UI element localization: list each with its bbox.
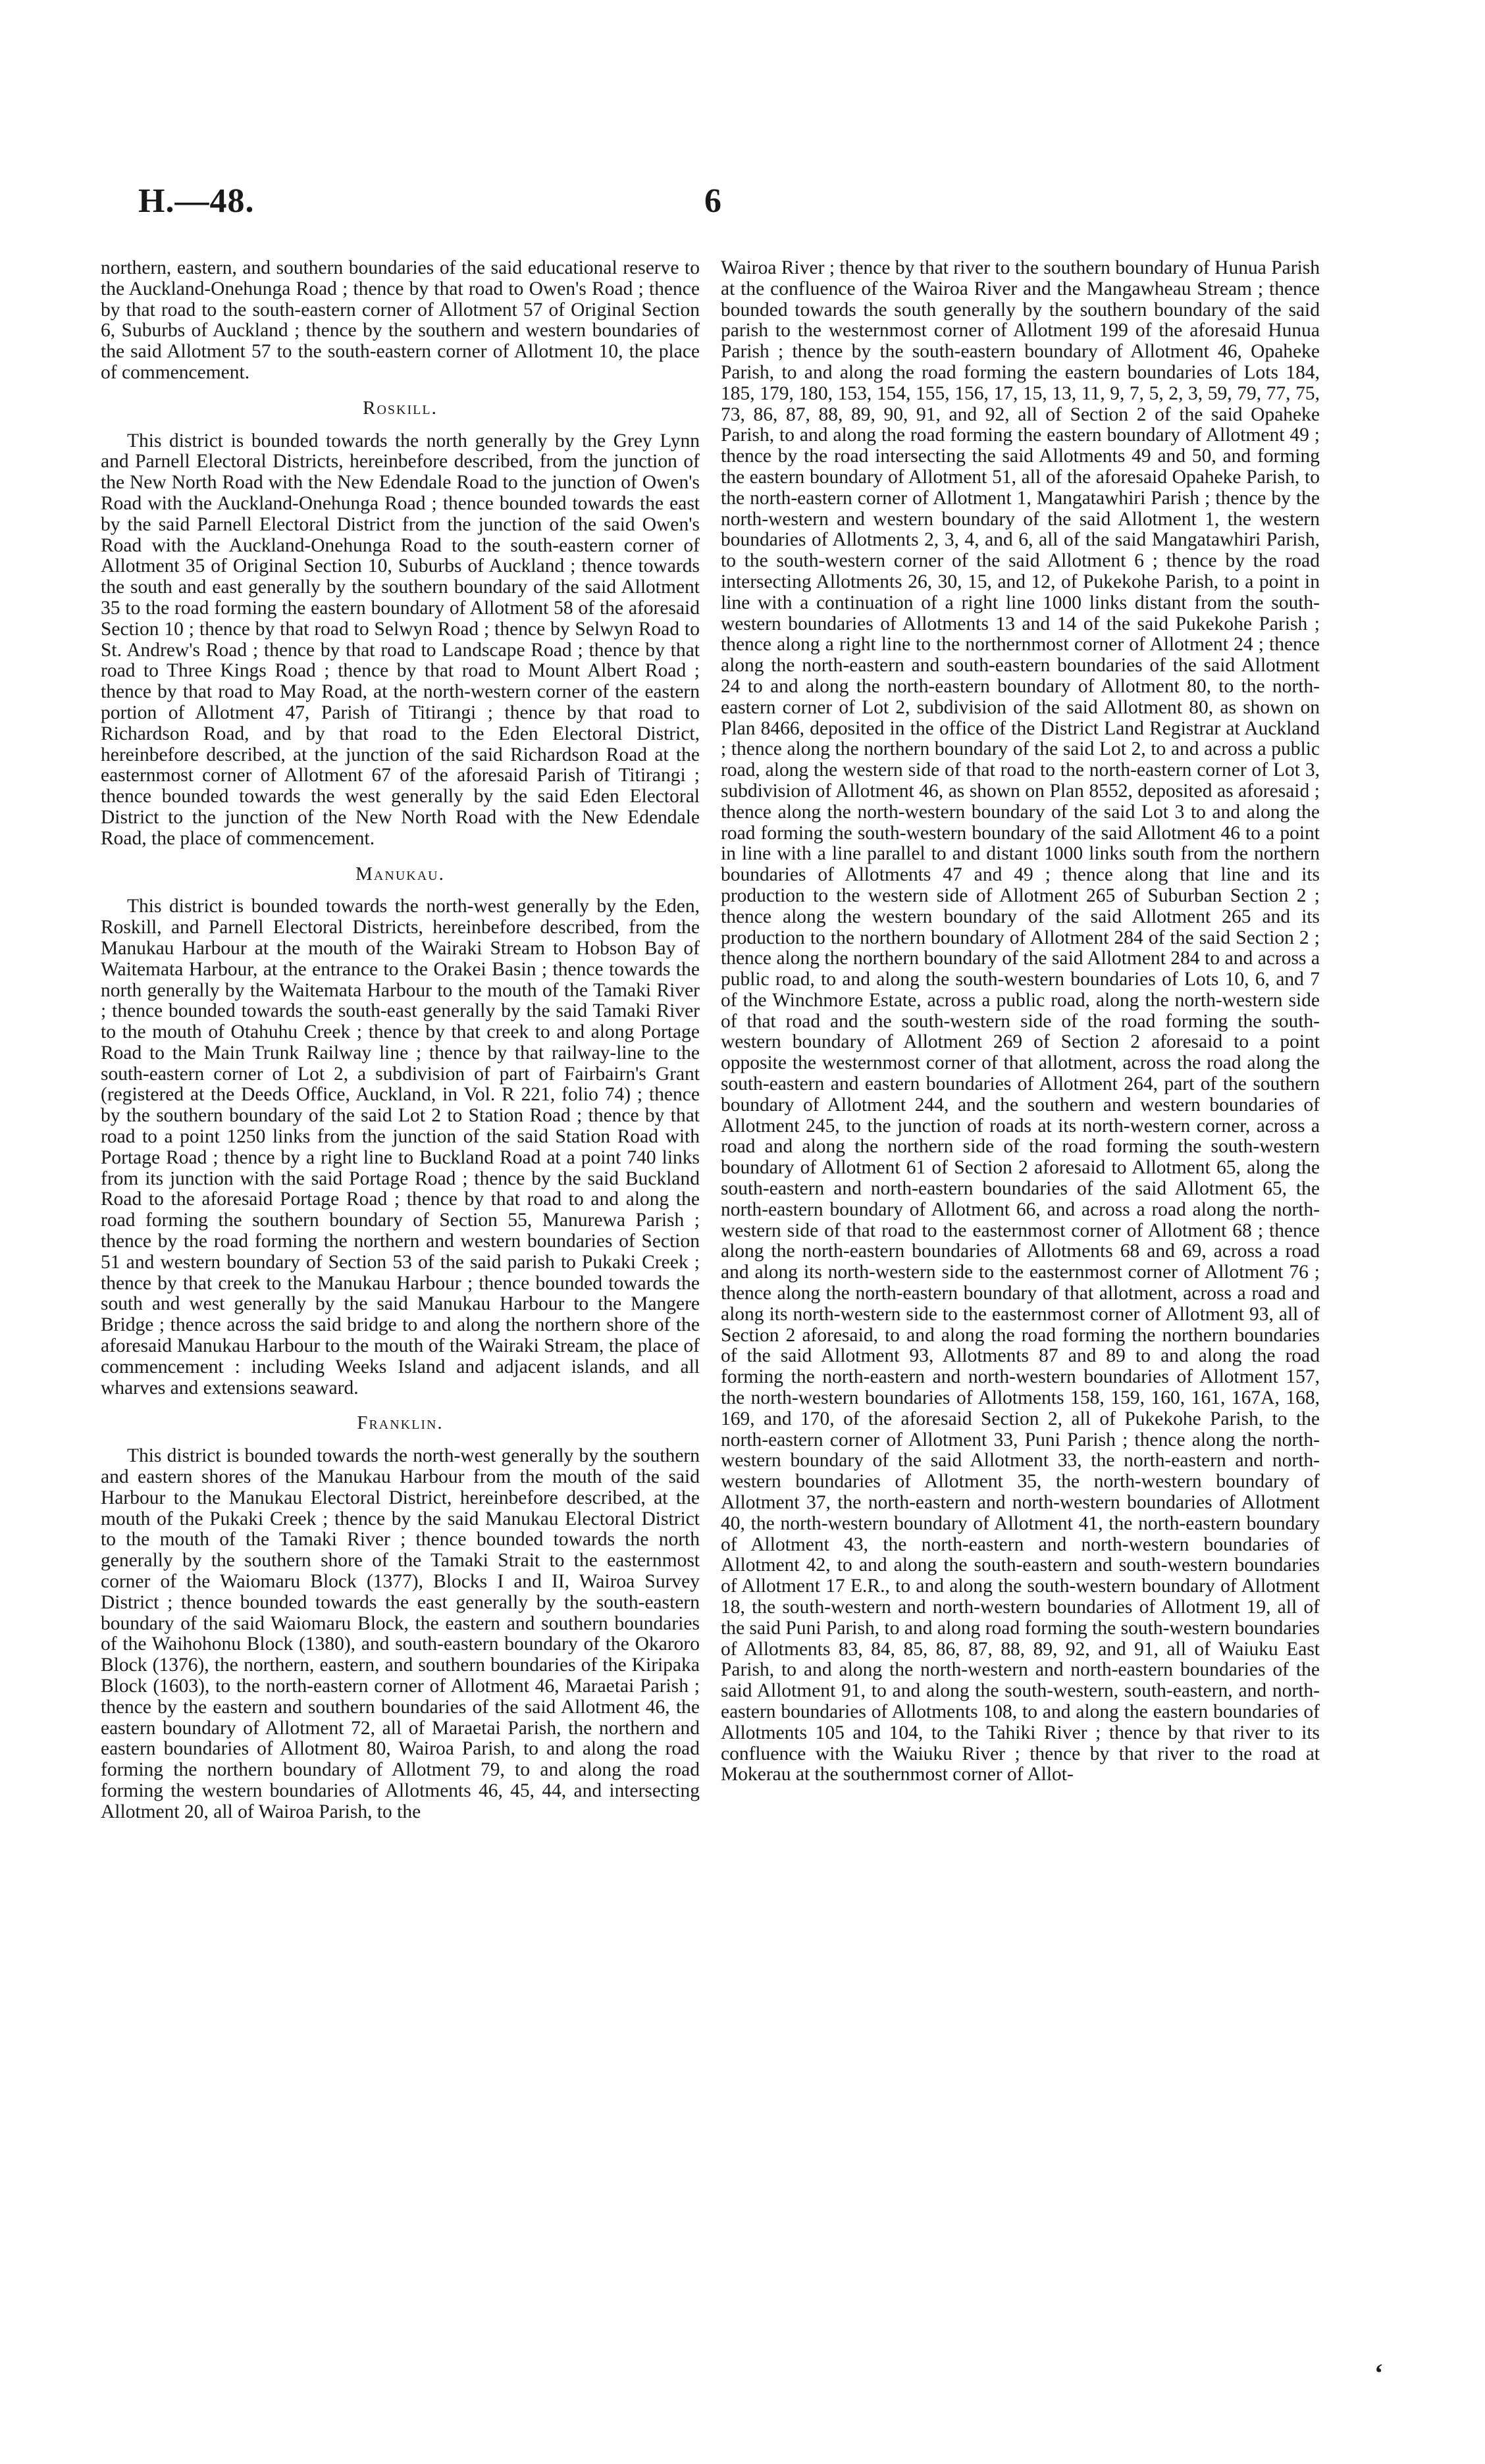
document-reference: H.—48. — [138, 182, 255, 220]
section-heading-roskill: Roskill. — [363, 397, 438, 419]
roskill-paragraph: This district is bounded towards the north generally by the Grey Lynn and Parnell Electoral Districts, hereinbefore described, from the junction of the New North Road with the New Edendale Road to the junction of Owen's Road with the Auckland-Onehunga Road ; thence bounded towards the east by the said Parnell Electoral District from the junction of the said Owen's Road with the Auckland-Onehunga Road to the south-eastern corner of Allotment 35 of Original Section 10, Suburbs of Auckland ; thence towards the south and east generally by the southern boundary of the said Allotment 35 to the road forming the eastern boundary of Allotment 58 of the aforesaid Section 10 ; thence by that road to Selwyn Road ; thence by Selwyn Road to St. Andrew's Road ; thence by that road to Landscape Road ; thence by that road to Three Kings Road ; thence by that road to Mount Albert Road ; thence by that road to May Road, at the north-western corner of the eastern portion of Allotment 47, Parish of Titirangi ; thence by that road to Richardson Road, and by that road to the Eden Electoral District, hereinbefore described, at the junction of the said Richardson Road at the easternmost corner of Allotment 67 of the aforesaid Parish of Titirangi ; thence bounded towards the west generally by the said Eden Electoral District to the junction of the New North Road with the New Edendale Road, the place of commencement. — [101, 430, 700, 849]
page-number: 6 — [704, 182, 721, 220]
continued-paragraph: northern, eastern, and southern boundaries of the said educational reserve to the Auckland-Onehunga Road ; thence by that road to Owen's Road ; thence by that road to the south-eastern corner of Allotment 57 of Original Section 6, Suburbs of Auckland ; thence by the southern and western boundaries of the said Allotment 57 to the south-eastern corner of Allotment 10, the place of commencement. — [101, 257, 700, 383]
franklin-paragraph: This district is bounded towards the north-west generally by the southern and eastern shores of the Manukau Harbour from the mouth of the said Harbour to the Manukau Electoral District, hereinbefore described, at the mouth of the Pukaki Creek ; thence by the said Manukau Electoral District to the mouth of the Tamaki River ; thence bounded towards the north generally by the southern shore of the Tamaki Strait to the easternmost corner of the Waiomaru Block (1377), Blocks I and II, Wairoa Survey District ; thence bounded towards the east generally by the south-eastern boundary of the said Waiomaru Block, the eastern and southern boundaries of the Waihohonu Block (1380), and south-eastern boundary of the Okaroro Block (1376), the northern, eastern, and southern boundaries of the Kiripaka Block (1603), to the north-eastern corner of Allotment 46, Maraetai Parish ; thence by the eastern and southern boundaries of the said Allotment 46, the eastern boundary of Allotment 72, all of Maraetai Parish, the northern and eastern boundaries of Allotment 80, Wairoa Parish, to and along the road forming the northern boundary of Allotment 79, to and along the road forming the western boundaries of Allotments 46, 45, 44, and intersecting Allotment 20, all of Wairoa Parish, to the — [101, 1445, 700, 1822]
franklin-continued-paragraph: Wairoa River ; thence by that river to the southern boundary of Hunua Parish at the confluence of the Wairoa River and the Mangawheau Stream ; thence bounded towards the south generally by the southern boundary of the said parish to the westernmost corner of Allotment 199 of the aforesaid Hunua Parish ; thence by the south-eastern boundary of Allotment 46, Opaheke Parish, to and along the road forming the eastern boundaries of Lots 184, 185, 179, 180, 153, 154, 155, 156, 17, 15, 13, 11, 9, 7, 5, 2, 3, 59, 79, 77, 75, 73, 86, 87, 88, 89, 90, 91, and 92, all of Section 2 of the said Opaheke Parish, to and along the road forming the eastern boundary of Allotment 49 ; thence by the road intersecting the said Allotments 49 and 50, and forming the eastern boundary of Allotment 51, all of the aforesaid Opaheke Parish, to the north-eastern corner of Allotment 1, Mangatawhiri Parish ; thence by the north-western and western boundary of the said Allotment 1, the western boundaries of Allotments 2, 3, 4, and 6, all of the said Mangatawhiri Parish, to the south-western corner of the said Allotment 6 ; thence by the road intersecting Allotments 26, 30, 15, and 12, of Pukekohe Parish, to a point in line with a continuation of a right line 1000 links distant from the south-western boundaries of Allotments 13 and 14 of the said Pukekohe Parish ; thence along a right line to the northernmost corner of Allotment 24 ; thence along the north-eastern and south-eastern boundaries of the said Allotment 24 to and along the north-eastern boundary of Allotment 80, to the north-eastern corner of Lot 2, subdivision of the said Allotment 80, as shown on Plan 8466, deposited in the office of the District Land Registrar at Auckland ; thence along the northern boundary of the said Lot 2, to and across a public road, along the western side of that road to the north-eastern corner of Lot 3, subdivision of Allotment 46, as shown on Plan 8552, deposited as aforesaid ; thence along the north-western boundary of the said Lot 3 to and along the road forming the south-western boundary of the said Allotment 46 to a point in line with a line parallel to and distant 1000 links south from the northern boundaries of Allotments 47 and 49 ; thence along that line and its production to the western side of Allotment 265 of Suburban Section 2 ; thence along the western boundary of the said Allotment 265 and its production to the northern boundary of Allotment 284 of the said Section 2 ; thence along the northern boundary of the said Allotment 284 to and across a public road, to and along the south-western boundaries of Lots 10, 6, and 7 of the Winchmore Estate, across a public road, along the north-western side of that road and the south-western side of the road forming the south-western boundary of Allotment 269 of Section 2 aforesaid to a point opposite the westernmost corner of that allotment, across the road along the south-eastern and eastern boundaries of Allotment 264, part of the southern boundary of Allotment 244, and the southern and western boundaries of Allotment 245, to the junction of roads at its north-western corner, across a road and along the northern side of the road forming the south-western boundary of Allotment 61 of Section 2 aforesaid to Allotment 65, along the south-eastern and north-eastern boundaries of the said Allotment 65, the north-eastern boundary of Allotment 66, and across a road along the north-western side of that road to the easternmost corner of Allotment 68 ; thence along the north-eastern boundaries of Allotments 68 and 69, across a road and along its north-western side to the easternmost corner of Allotment 76 ; thence along the north-eastern boundary of that allotment, across a road and along its north-western side to the easternmost corner of Allotment 93, all of Section 2 aforesaid, to and along the road forming the northern boundaries of the said Allotment 93, Allotments 87 and 89 to and along the road forming the north-eastern and north-western boundaries of Allotment 157, the north-western boundaries of Allotments 158, 159, 160, 161, 167A, 168, 169, and 170, of the aforesaid Section 2, all of Pukekohe Parish, to the north-eastern corner of Allotment 33, Puni Parish ; thence along the north-western boundary of the said Allotment 33, the north-eastern and north-western boundaries of Allotment 35, the north-western boundary of Allotment 37, the north-eastern and north-western boundaries of Allotment 40, the north-western boundary of Allotment 41, the north-eastern boundary of Allotment 43, the north-eastern and north-western boundaries of Allotment 42, to and along the south-eastern and south-western boundaries of Allotment 17 E.R., to and along the south-western boundary of Allotment 18, the south-western and north-western boundaries of Allotment 19, all of the said Puni Parish, to and along road forming the south-western boundaries of Allotments 83, 84, 85, 86, 87, 88, 89, 92, and 91, all of Waiuku East Parish, to and along the north-western and north-eastern boundaries of the said Allotment 91, to and along the south-western, south-eastern, and north-eastern boundaries of Allotments 108, to and along the eastern boundaries of Allotments 105 and 104, to the Tahiki River ; thence by that river to its confluence with the Waiuku River ; thence by that river to the road at Mokerau at the southernmost corner of Allot- — [721, 257, 1320, 1785]
right-column — [721, 258, 1320, 1785]
page-header — [138, 182, 1330, 228]
left-column — [101, 258, 700, 1823]
manukau-paragraph: This district is bounded towards the north-west generally by the Eden, Roskill, and Parnell Electoral Districts, hereinbefore described, from the Manukau Harbour at the mouth of the Wairaki Stream to Hobson Bay of Waitemata Harbour, at the entrance to the Orakei Basin ; thence towards the north generally by the Waitemata Harbour to the mouth of the Tamaki River ; thence bounded towards the south-east generally by the said Tamaki River to the mouth of Otahuhu Creek ; thence by that creek to and along Portage Road to the Main Trunk Railway line ; thence by that railway-line to the south-eastern corner of Lot 2, a subdivision of part of Fairbairn's Grant (registered at the Deeds Office, Auckland, in Vol. R 221, folio 74) ; thence by the southern boundary of the said Lot 2 to Station Road ; thence by that road to a point 1250 links from the junction of the said Station Road with Portage Road ; thence by a right line to Buckland Road at a point 740 links from its junction with the said Portage Road ; thence by the said Buckland Road to the aforesaid Portage Road ; thence by that road to and along the road forming the southern boundary of Section 55, Manurewa Parish ; thence by the road forming the northern and western boundaries of Section 51 and western boundary of Section 53 of the said parish to Pukaki Creek ; thence by that creek to the Manukau Harbour ; thence bounded towards the south and west generally by the said Manukau Harbour to the Mangere Bridge ; thence across the said bridge to and along the northern shore of the aforesaid Manukau Harbour to the mouth of the Wairaki Stream, the place of commencement : including Weeks Island and adjacent islands, and all wharves and extensions seaward. — [101, 896, 700, 1399]
section-heading-manukau: Manukau. — [355, 863, 445, 885]
section-heading-franklin: Franklin. — [357, 1412, 444, 1434]
stray-ink-mark: ‘ — [1374, 2358, 1384, 2388]
